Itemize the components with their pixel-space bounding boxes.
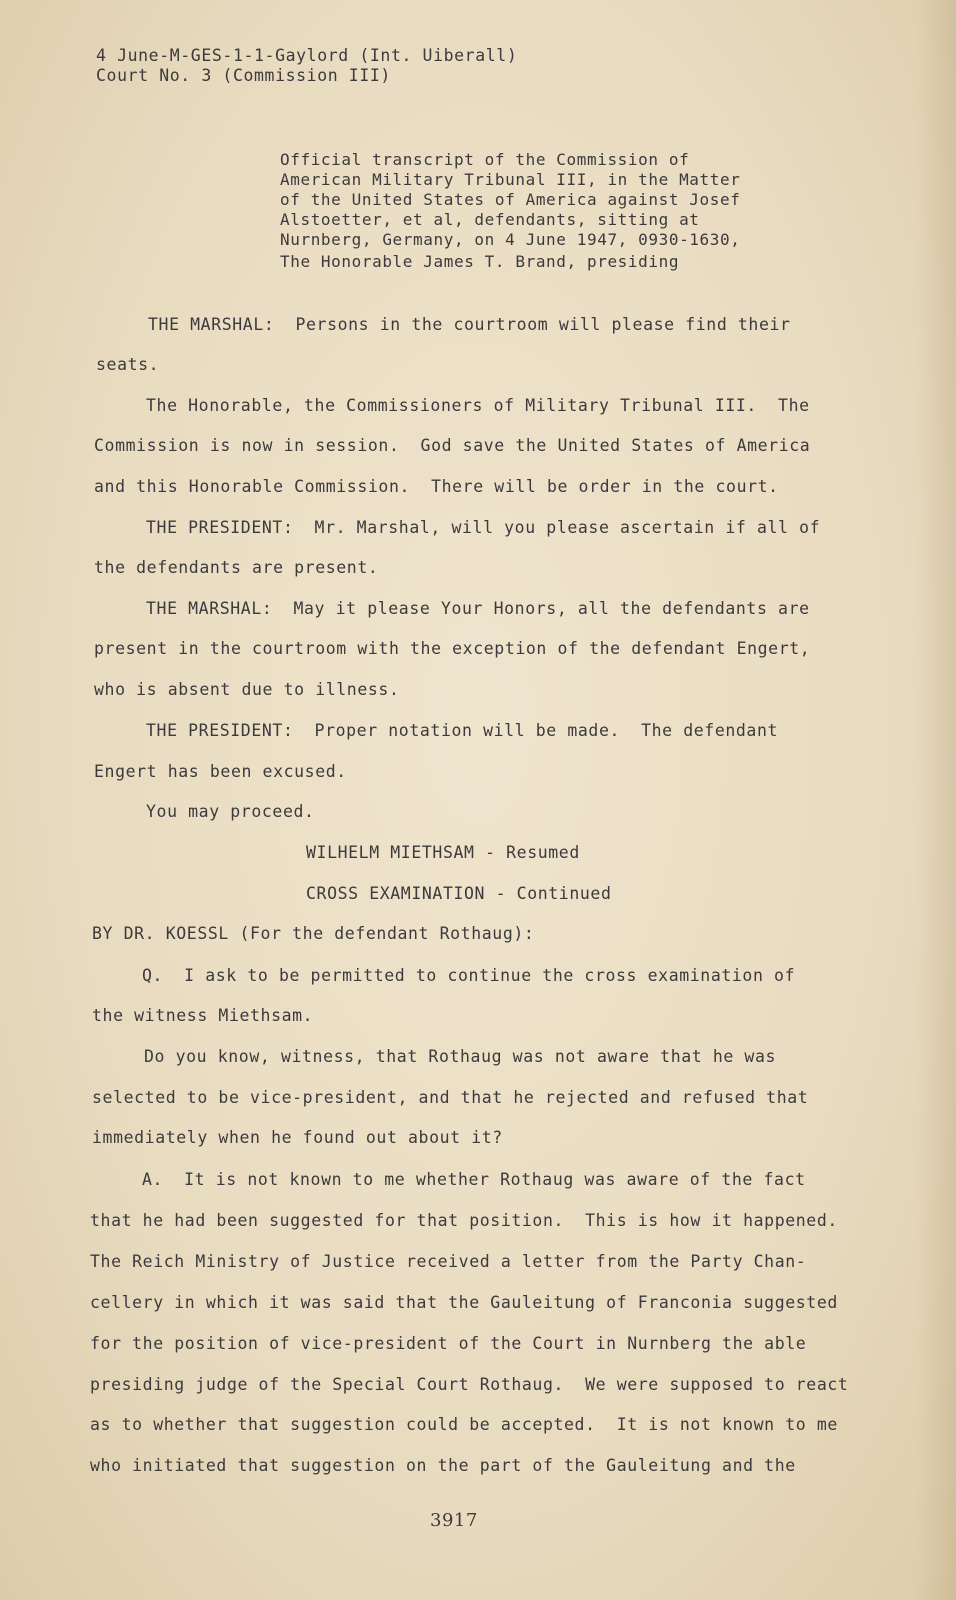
caption-line-6: The Honorable James T. Brand, presiding xyxy=(280,252,680,271)
body-line: who initiated that suggestion on the part of the Gauleitung and the xyxy=(90,1456,796,1475)
page-number: 3917 xyxy=(430,1510,478,1531)
body-line: Do you know, witness, that Rothaug was not aware that he was xyxy=(144,1047,777,1066)
body-line: The Reich Ministry of Justice received a letter from the Party Chan- xyxy=(90,1252,807,1271)
caption-line-1: Official transcript of the Commission of xyxy=(280,150,690,169)
caption-line-5: Nurnberg, Germany, on 4 June 1947, 0930-1630, xyxy=(280,230,741,249)
body-line: that he had been suggested for that position. This is how it happened. xyxy=(90,1211,838,1230)
body-line: seats. xyxy=(96,355,160,374)
header-line-1: 4 June-M-GES-1-1-Gaylord (Int. Uiberall) xyxy=(96,46,518,65)
body-line: Q. I ask to be permitted to continue the cross examination of xyxy=(142,966,796,985)
body-line: THE PRESIDENT: Mr. Marshal, will you please ascertain if all of xyxy=(146,518,821,537)
body-line: immediately when he found out about it? xyxy=(92,1128,503,1147)
body-line: as to whether that suggestion could be accepted. It is not known to me xyxy=(90,1415,838,1434)
body-line: who is absent due to illness. xyxy=(94,680,400,699)
body-line: selected to be vice-president, and that he rejected and refused that xyxy=(92,1088,809,1107)
body-line: The Honorable, the Commissioners of Military Tribunal III. The xyxy=(146,396,810,415)
page-edge-shadow xyxy=(916,0,956,1600)
body-line: cellery in which it was said that the Gauleitung of Franconia suggested xyxy=(90,1293,838,1312)
body-line: THE MARSHAL: May it please Your Honors, all the defendants are xyxy=(146,599,810,618)
examiner-line: BY DR. KOESSL (For the defendant Rothaug): xyxy=(92,924,535,943)
header-line-2: Court No. 3 (Commission III) xyxy=(96,66,391,85)
witness-heading: WILHELM MIETHSAM - Resumed xyxy=(306,843,580,862)
caption-line-2: American Military Tribunal III, in the Matter xyxy=(280,170,741,189)
body-line: for the position of vice-president of the Court in Nurnberg the able xyxy=(90,1334,807,1353)
body-line: the defendants are present. xyxy=(94,558,379,577)
body-line: present in the courtroom with the exception of the defendant Engert, xyxy=(94,639,811,658)
body-line: THE MARSHAL: Persons in the courtroom will please find their xyxy=(148,315,791,334)
body-line: Commission is now in session. God save the United States of America xyxy=(94,436,811,455)
body-line: and this Honorable Commission. There will be order in the court. xyxy=(94,477,779,496)
body-line: A. It is not known to me whether Rothaug was aware of the fact xyxy=(142,1170,806,1189)
caption-line-3: of the United States of America against Josef xyxy=(280,190,741,209)
body-line: Engert has been excused. xyxy=(94,762,347,781)
section-heading: CROSS EXAMINATION - Continued xyxy=(306,884,612,903)
body-line: You may proceed. xyxy=(146,802,315,821)
caption-line-4: Alstoetter, et al, defendants, sitting at xyxy=(280,210,700,229)
body-line: presiding judge of the Special Court Rothaug. We were supposed to react xyxy=(90,1375,849,1394)
body-line: THE PRESIDENT: Proper notation will be made. The defendant xyxy=(146,721,779,740)
body-line: the witness Miethsam. xyxy=(92,1006,314,1025)
